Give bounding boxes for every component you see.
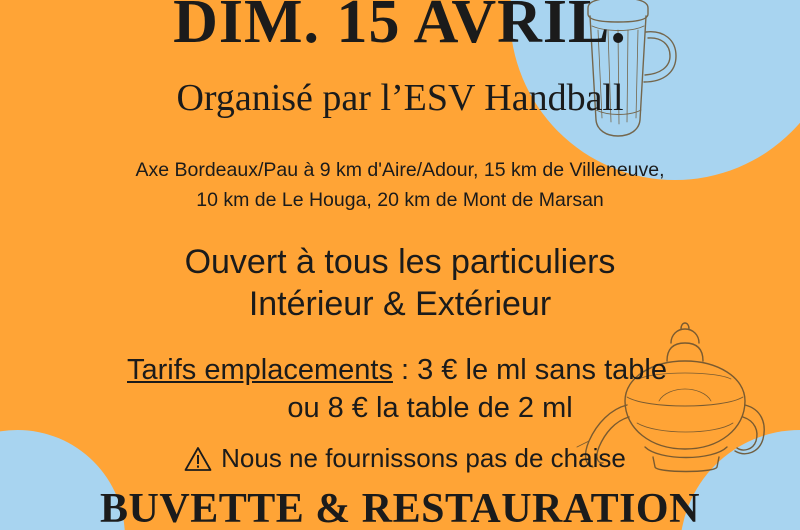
pricing-block <box>24 352 776 427</box>
address-block <box>24 155 776 215</box>
audience-line-2: Intérieur & Extérieur <box>248 285 552 324</box>
pricing-label: Tarifs emplacements <box>127 353 393 386</box>
warning-triangle-icon <box>184 446 212 472</box>
chair-notice-text: Nous ne fournissons pas de chaise <box>221 443 626 474</box>
address-line-2: 10 km de Le Houga, 20 km de Mont de Marsan <box>196 188 604 211</box>
audience-block <box>24 241 776 326</box>
pricing-line-1-rest: : 3 € le ml sans table <box>392 353 667 386</box>
pricing-line-1 <box>24 352 776 390</box>
footer-heading: BUVETTE & RESTAURATION <box>100 486 700 530</box>
pricing-line-2: ou 8 € la table de 2 ml <box>287 391 573 424</box>
organiser-heading: Organisé par l’ESV Handball <box>176 76 624 119</box>
chair-notice <box>24 443 776 474</box>
event-date-heading: DIM. 15 AVRIL. <box>173 0 627 56</box>
audience-line-1: Ouvert à tous les particuliers <box>184 242 616 281</box>
address-line-1: Axe Bordeaux/Pau à 9 km d'Aire/Adour, 15 km de Villeneuve, <box>135 158 665 181</box>
